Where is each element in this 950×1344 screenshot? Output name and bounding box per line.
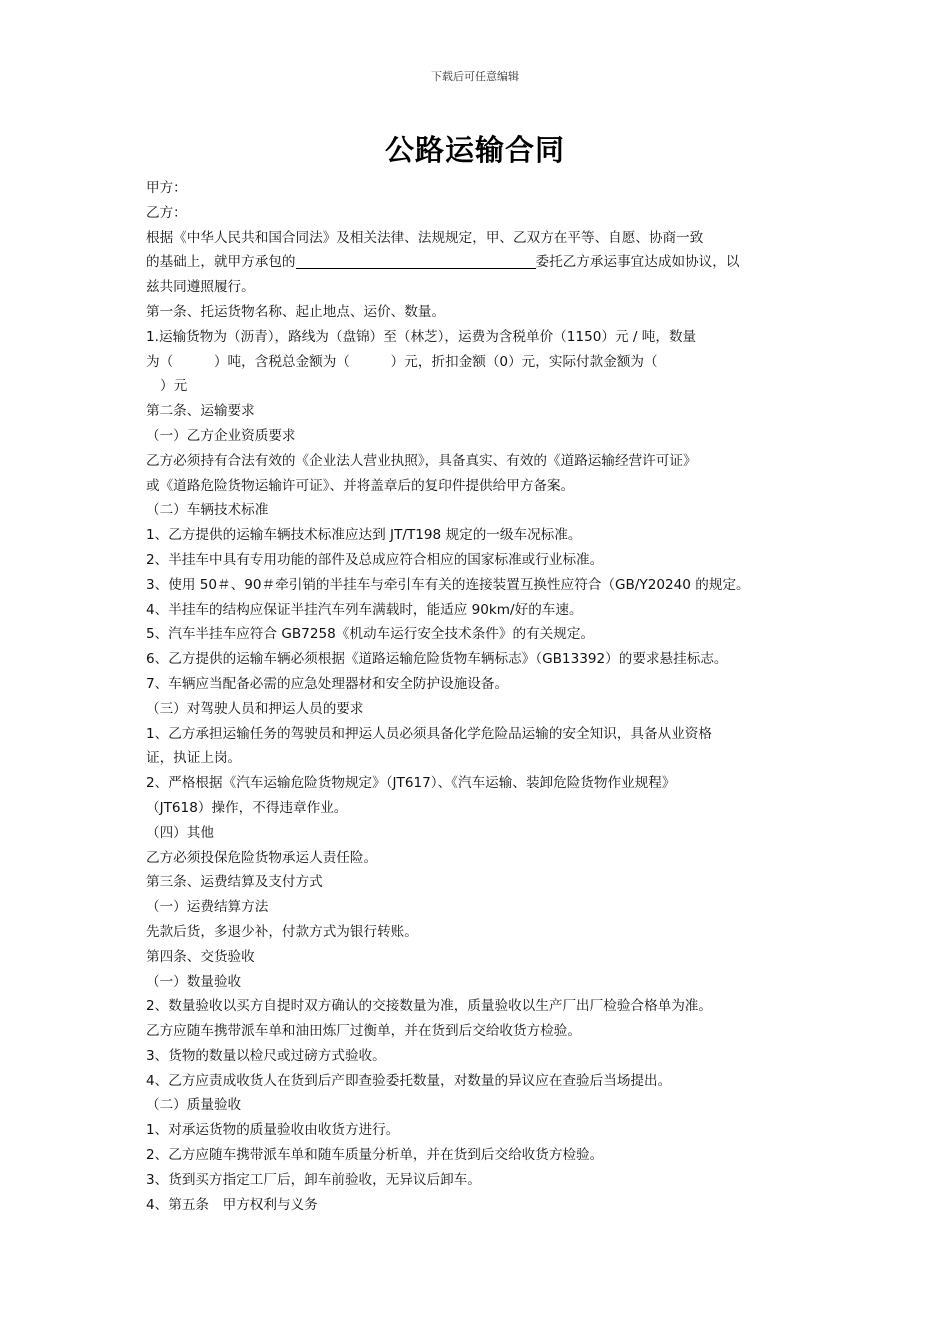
article-2-s2-item-6: 6、乙方提供的运输车辆必须根据《道路运输危险货物车辆标志》（GB13392）的要求悬挂标志。 — [146, 651, 728, 668]
article-2-s2-item-4: 4、半挂车的结构应保证半挂汽车列车满载时，能适应 90km/好的车速。 — [146, 601, 583, 618]
header-note: 下载后可任意编辑 — [431, 70, 519, 83]
article-2-s3-item-2b: （JT618）操作，不得违章作业。 — [146, 799, 348, 816]
article-1-title: 第一条、托运货物名称、起止地点、运价、数量。 — [146, 303, 446, 320]
article-2-s2-item-5: 5、汽车半挂车应符合 GB7258《机动车运行安全技术条件》的有关规定。 — [146, 626, 595, 643]
article-1-line-2: 为（ ）吨，含税总金额为（ ）元，折扣金额（0）元，实际付款金额为（ — [146, 353, 658, 370]
article-4-s1-item-4: 4、乙方应责成收货人在货到后产即查验委托数量，对数量的异议应在查验后当场提出。 — [146, 1072, 672, 1089]
article-2-section-3: （三）对驾驶人员和押运人员的要求 — [146, 700, 364, 717]
article-2-section-1: （一）乙方企业资质要求 — [146, 427, 296, 444]
contract-body — [146, 176, 818, 1217]
article-3-section-1: （一）运费结算方法 — [146, 899, 269, 916]
article-4-s2-item-4: 4、第五条 甲方权利与义务 — [146, 1196, 318, 1213]
article-4-s1-item-2b: 乙方应随车携带派车单和油田炼厂过衡单，并在货到后交给收货方检验。 — [146, 1023, 581, 1040]
article-2-s3-item-1a: 1、乙方承担运输任务的驾驶员和押运人员必须具备化学危险品运输的安全知识，具备从业资格 — [146, 725, 712, 742]
intro-text-b: 委托乙方承运事宜达成如协议，以 — [535, 254, 740, 271]
party-b-line: 乙方： — [146, 204, 187, 221]
article-2-section-4: （四）其他 — [146, 824, 214, 841]
intro-line-1: 根据《中华人民共和国合同法》及相关法律、法规规定，甲、乙双方在平等、自愿、协商一致 — [146, 229, 704, 246]
article-3-title: 第三条、运费结算及支付方式 — [146, 874, 323, 891]
article-2-s1-para-2: 或《道路危险货物运输许可证》、并将盖章后的复印件提供给甲方备案。 — [146, 477, 575, 494]
article-2-s3-item-2a: 2、严格根据《汽车运输危险货物规定》（JT617）、《汽车运输、装卸危险货物作业规程》 — [146, 775, 676, 792]
article-2-s1-para-1: 乙方必须持有合法有效的《企业法人营业执照》，具备真实、有效的《道路运输经营许可证》 — [146, 452, 697, 469]
article-4-title: 第四条、交货验收 — [146, 948, 255, 965]
article-2-s3-item-1b: 证，执证上岗。 — [146, 750, 242, 767]
intro-line-3: 兹共同遵照履行。 — [146, 279, 255, 296]
article-2-s4-item-1: 乙方必须投保危险货物承运人责任险。 — [146, 849, 378, 866]
article-4-s1-item-3: 3、货物的数量以检尺或过磅方式验收。 — [146, 1047, 386, 1064]
intro-line-2 — [146, 250, 818, 275]
article-1-line-3: ）元 — [160, 378, 188, 395]
article-2-s2-item-3: 3、使用 50＃、90＃牵引销的半挂车与牵引车有关的连接装置互换性应符合（GB/Y20240 的规定。 — [146, 576, 750, 593]
article-4-s2-item-1: 1、对承运货物的质量验收由收货方进行。 — [146, 1122, 400, 1139]
article-4-section-2: （二）质量验收 — [146, 1097, 242, 1114]
project-blank — [296, 252, 536, 269]
intro-text-a: 的基础上，就甲方承包的 — [146, 254, 296, 271]
article-1-line-1: 1.运输货物为（沥青），路线为（盘锦）至（林芝），运费为含税单价（1150）元 / 吨，数量 — [146, 328, 697, 345]
article-4-s2-item-3: 3、货到买方指定工厂后，卸车前验收，无异议后卸车。 — [146, 1171, 481, 1188]
article-4-s1-item-2: 2、数量验收以买方自提时双方确认的交接数量为准，质量验收以生产厂出厂检验合格单为准。 — [146, 998, 712, 1015]
article-4-s2-item-2: 2、乙方应随车携带派车单和随车质量分析单，并在货到后交给收货方检验。 — [146, 1147, 604, 1164]
article-2-s2-item-1: 1、乙方提供的运输车辆技术标准应达到 JT/T198 规定的一级车况标准。 — [146, 527, 582, 544]
article-3-s1-item-1: 先款后货，多退少补，付款方式为银行转账。 — [146, 923, 418, 940]
article-4-section-1: （一）数量验收 — [146, 973, 242, 990]
document-title: 公路运输合同 — [384, 133, 565, 167]
article-2-section-2: （二）车辆技术标准 — [146, 502, 269, 519]
article-2-s2-item-7: 7、车辆应当配备必需的应急处理器材和安全防护设施设备。 — [146, 675, 509, 692]
party-a-line: 甲方： — [146, 180, 187, 196]
article-2-s2-item-2: 2、半挂车中具有专用功能的部件及总成应符合相应的国家标准或行业标准。 — [146, 551, 604, 568]
article-2-title: 第二条、运输要求 — [146, 403, 255, 420]
